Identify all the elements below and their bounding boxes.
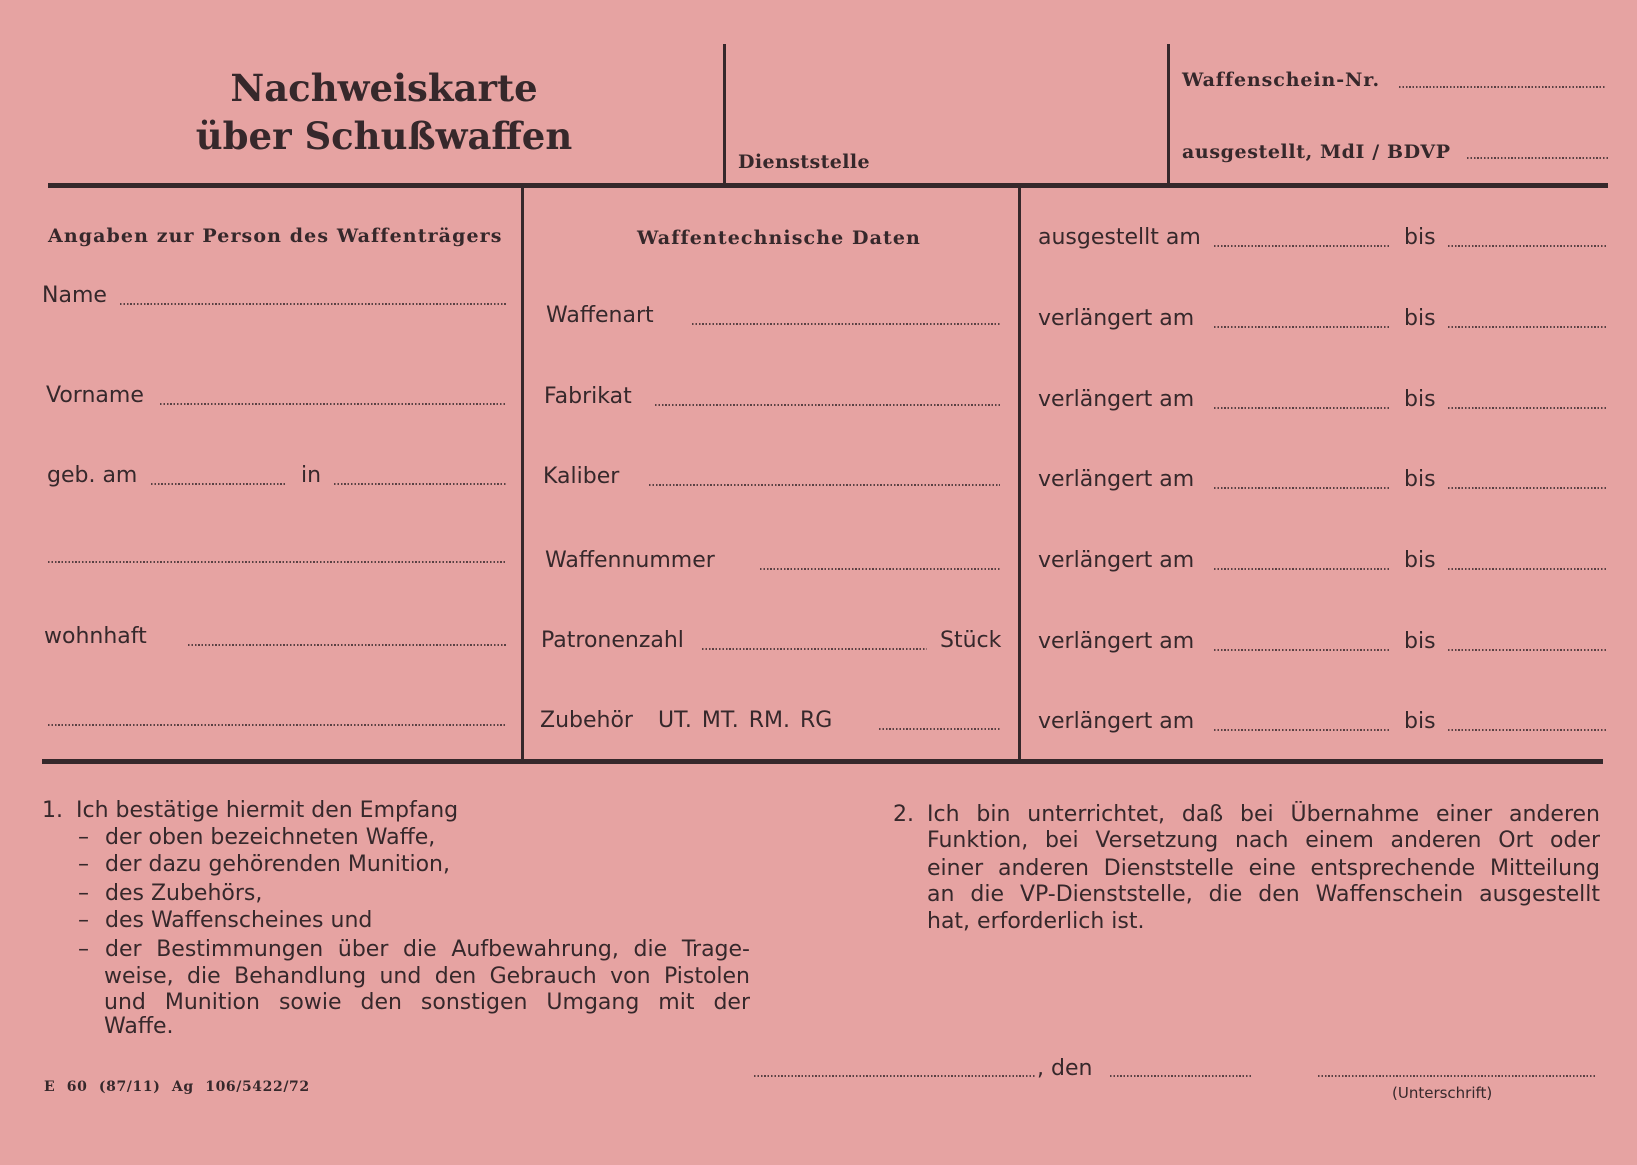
- zubehoer-label: Zubehör: [540, 708, 633, 733]
- ausgestellt-mdi-label: ausgestellt, MdI / BDVP: [1182, 141, 1451, 163]
- header-divider-2: [1167, 44, 1170, 187]
- validity-until-field: [1448, 568, 1606, 570]
- name-row: [42, 282, 506, 310]
- confirmation-item: [78, 936, 750, 964]
- confirmation-item: [78, 880, 750, 908]
- kaliber-row: [543, 463, 1000, 491]
- confirmation-continuation-line: Waffe.: [104, 1014, 174, 1039]
- kaliber-field: [649, 484, 1000, 486]
- signature-label: (Unterschrift): [1392, 1084, 1493, 1102]
- bullet-dash: –: [78, 852, 89, 877]
- validity-row-extended: [1038, 386, 1608, 414]
- waffenschein-nr-field: [1399, 86, 1606, 88]
- card-title: [48, 64, 720, 160]
- waffennummer-field: [760, 568, 1000, 570]
- notice-line: hat, erforderlich ist.: [927, 909, 1145, 934]
- confirmation-continuation-line: und Munition sowie den sonstigen Umgang mit der: [104, 990, 750, 1015]
- table-bottom-rule: [42, 759, 1603, 764]
- form-code: E 60 (87/11) Ag 106/5422/72: [44, 1079, 310, 1095]
- geb-am-label: geb. am: [47, 463, 138, 488]
- notice-line: Ich bin unterrichtet, daß bei Übernahme einer anderen: [927, 802, 1600, 827]
- confirmation-item-text: des Waffenscheines und: [105, 908, 373, 933]
- validity-date-label: verlängert am: [1038, 709, 1195, 734]
- signature-field: [1318, 1075, 1595, 1077]
- vorname-label: Vorname: [46, 383, 144, 408]
- bullet-dash: –: [78, 937, 89, 962]
- notice-line: einer anderen Dienststelle eine entsprechende Mitteilung: [927, 856, 1600, 881]
- validity-until-label: bis: [1404, 387, 1436, 412]
- address-extra-field: [48, 724, 506, 726]
- confirmation-item: [78, 907, 750, 935]
- birth-place-field: [334, 483, 506, 485]
- validity-date-label: verlängert am: [1038, 387, 1195, 412]
- place-field: [754, 1075, 1036, 1077]
- confirmation-item-text: der dazu gehörenden Munition,: [105, 852, 450, 877]
- patronenzahl-label: Patronenzahl: [541, 628, 684, 653]
- validity-row-extended: [1038, 305, 1608, 333]
- ausgestellt-mdi-row: [1182, 140, 1608, 168]
- validity-from-field: [1214, 649, 1391, 651]
- title-line-2: über Schußwaffen: [195, 114, 573, 158]
- zubehoer-field: [879, 728, 1000, 730]
- bullet-dash: –: [78, 908, 89, 933]
- ausgestellt-mdi-field: [1467, 157, 1608, 159]
- validity-row-issued: [1038, 224, 1608, 252]
- bullet-dash: –: [78, 825, 89, 850]
- name-field: [120, 303, 506, 305]
- name-label: Name: [42, 283, 107, 308]
- validity-date-label: verlängert am: [1038, 467, 1195, 492]
- validity-from-field: [1214, 729, 1391, 731]
- header-rule: [48, 183, 1608, 188]
- validity-until-field: [1448, 245, 1606, 247]
- waffennummer-label: Waffennummer: [545, 548, 715, 573]
- birth-place-label: in: [301, 463, 322, 488]
- dienststelle-label: Dienststelle: [738, 151, 870, 173]
- wohnhaft-label: wohnhaft: [44, 624, 147, 649]
- validity-until-label: bis: [1404, 225, 1436, 250]
- kaliber-label: Kaliber: [543, 464, 620, 489]
- validity-date-label: verlängert am: [1038, 306, 1195, 331]
- vorname-field: [160, 403, 506, 405]
- waffenart-row: [546, 302, 1000, 330]
- validity-from-field: [1214, 245, 1391, 247]
- fabrikat-row: [544, 383, 1000, 411]
- confirmation-item-text: des Zubehörs,: [105, 881, 263, 906]
- notice-line: Funktion, bei Versetzung nach einem anderen Ort oder: [927, 828, 1600, 853]
- validity-row-extended: [1038, 628, 1608, 656]
- patronenzahl-row: [541, 627, 1001, 655]
- header-divider-1: [723, 44, 726, 185]
- validity-row-extended: [1038, 547, 1608, 575]
- validity-until-field: [1448, 407, 1606, 409]
- weapon-heading: Waffentechnische Daten: [637, 227, 921, 249]
- validity-until-field: [1448, 326, 1606, 328]
- zubehoer-options: UT. MT. RM. RG: [658, 708, 833, 733]
- notice-number: 2.: [893, 802, 914, 827]
- validity-date-label: verlängert am: [1038, 548, 1195, 573]
- wohnhaft-field: [188, 644, 506, 646]
- birth-row: [47, 462, 506, 490]
- bullet-dash: –: [78, 881, 89, 906]
- den-label: , den: [1037, 1056, 1093, 1081]
- patronenzahl-field: [702, 648, 927, 650]
- zubehoer-row: [540, 707, 1000, 735]
- confirmation-item-text: der oben bezeichneten Waffe,: [105, 825, 436, 850]
- waffenschein-nr-row: [1182, 68, 1608, 96]
- column-divider-2: [1018, 188, 1021, 760]
- confirmation-number: 1.: [42, 798, 63, 823]
- confirmation-item: [78, 851, 750, 879]
- validity-date-label: ausgestellt am: [1038, 225, 1201, 250]
- vorname-row: [46, 382, 506, 410]
- confirmation-continuation-line: weise, die Behandlung und den Gebrauch von Pistolen: [104, 964, 750, 989]
- waffenart-label: Waffenart: [546, 303, 654, 328]
- fabrikat-field: [655, 404, 1000, 406]
- date-field: [1110, 1075, 1251, 1077]
- birth-date-field: [151, 483, 287, 485]
- validity-row-extended: [1038, 466, 1608, 494]
- validity-until-label: bis: [1404, 629, 1436, 654]
- validity-until-label: bis: [1404, 467, 1436, 492]
- stueck-label: Stück: [940, 628, 1002, 653]
- validity-until-field: [1448, 649, 1606, 651]
- validity-from-field: [1214, 326, 1391, 328]
- validity-until-field: [1448, 487, 1606, 489]
- validity-date-label: verlängert am: [1038, 629, 1195, 654]
- confirmation-item-text: der Bestimmungen über die Aufbewahrung, die Trage-: [105, 937, 750, 962]
- wohnhaft-row: [44, 623, 506, 651]
- waffennummer-row: [545, 547, 1000, 575]
- validity-until-label: bis: [1404, 548, 1436, 573]
- validity-until-label: bis: [1404, 709, 1436, 734]
- confirmation-item: [78, 824, 750, 852]
- column-divider-1: [521, 188, 524, 760]
- person-heading: Angaben zur Person des Waffenträgers: [48, 225, 503, 247]
- waffenschein-nr-label: Waffenschein-Nr.: [1182, 69, 1380, 91]
- waffenart-field: [692, 323, 1000, 325]
- validity-until-label: bis: [1404, 306, 1436, 331]
- confirmation-intro: Ich bestätige hiermit den Empfang: [76, 798, 459, 823]
- title-line-1: Nachweiskarte: [230, 66, 538, 110]
- validity-row-extended: [1038, 708, 1608, 736]
- validity-from-field: [1214, 407, 1391, 409]
- validity-until-field: [1448, 729, 1606, 731]
- validity-from-field: [1214, 487, 1391, 489]
- person-extra-field: [48, 561, 506, 563]
- notice-line: an die VP-Dienststelle, die den Waffenschein ausgestellt: [927, 882, 1600, 907]
- validity-from-field: [1214, 568, 1391, 570]
- fabrikat-label: Fabrikat: [544, 384, 632, 409]
